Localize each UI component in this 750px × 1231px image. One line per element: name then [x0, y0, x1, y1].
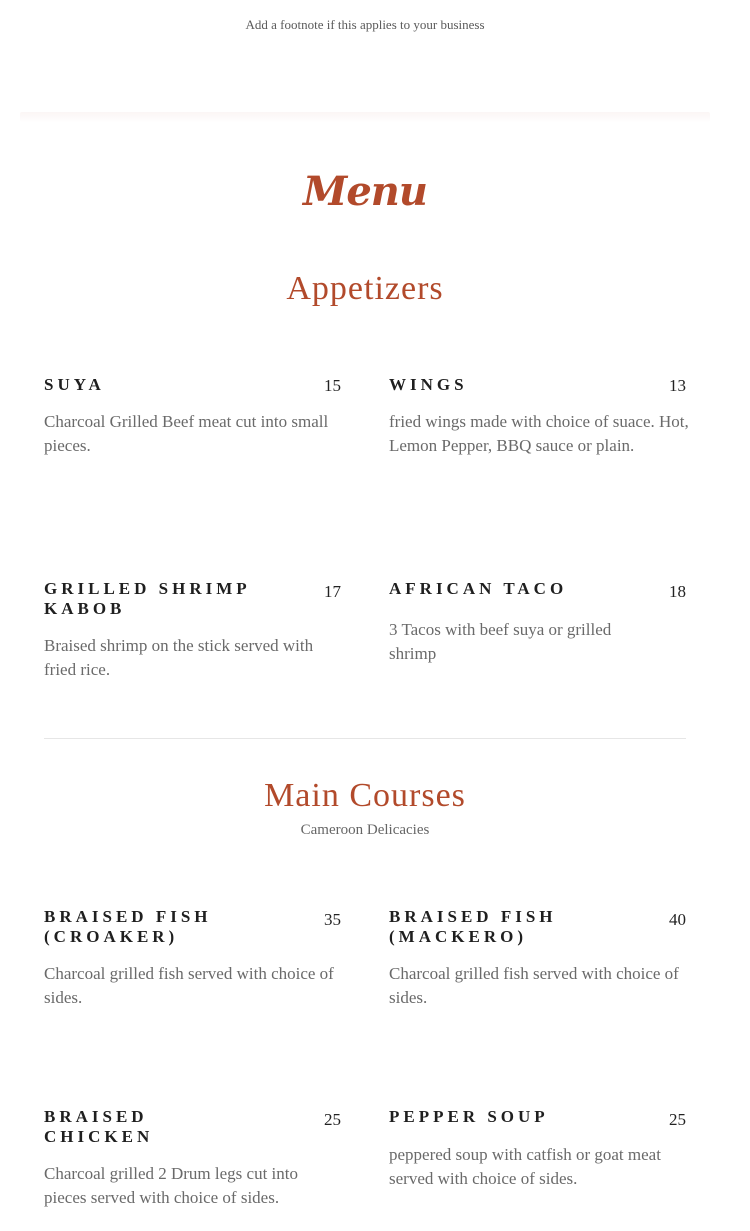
item-name: SUYA [44, 375, 105, 394]
menu-item-grilled-shrimp-kabob [44, 579, 344, 682]
item-price: 25 [669, 1110, 686, 1129]
item-description: Charcoal Grilled Beef meat cut into small pieces. [44, 412, 329, 455]
main-courses-subtitle: Cameroon Delicacies [300, 822, 430, 838]
item-description: Charcoal grilled fish served with choice of sides. [389, 964, 679, 1007]
menu-title: Menu [303, 168, 427, 215]
appetizers-title: Appetizers [286, 270, 444, 307]
section-divider [20, 112, 710, 122]
menu-item-wings [389, 375, 689, 458]
menu-item-pepper-soup [389, 1107, 689, 1191]
item-price: 18 [669, 582, 686, 601]
item-price: 13 [669, 376, 686, 395]
menu-item-braised-fish-mackero [389, 907, 689, 1010]
item-name: BRAISED CHICKEN [44, 1107, 154, 1146]
item-name: BRAISED FISH (CROAKER) [44, 907, 212, 946]
item-price: 25 [324, 1110, 341, 1129]
menu-item-braised-chicken [44, 1107, 344, 1210]
item-description: peppered soup with catfish or goat meat served with choice of sides. [389, 1145, 661, 1188]
item-price: 17 [324, 582, 341, 601]
item-name: AFRICAN TACO [389, 579, 568, 598]
item-description: fried wings made with choice of suace. Hot, Lemon Pepper, BBQ sauce or plain. [389, 412, 689, 455]
item-name: BRAISED FISH (MACKERO) [389, 907, 557, 946]
menu-item-suya [44, 375, 344, 458]
item-name: PEPPER SOUP [389, 1107, 549, 1126]
item-name: WINGS [389, 375, 468, 394]
item-price: 35 [324, 910, 341, 929]
item-description: Charcoal grilled fish served with choice of sides. [44, 964, 334, 1007]
menu-item-braised-fish-croaker [44, 907, 344, 1010]
item-price: 40 [669, 910, 686, 929]
item-price: 15 [324, 376, 341, 395]
main-courses-title: Main Courses [264, 777, 466, 814]
item-description: 3 Tacos with beef suya or grilled shrimp [389, 620, 612, 663]
item-description: Braised shrimp on the stick served with fried rice. [44, 636, 314, 679]
item-name: GRILLED SHRIMP KABOB [44, 579, 250, 618]
footnote: Add a footnote if this applies to your business [245, 17, 485, 32]
item-description: Charcoal grilled 2 Drum legs cut into pieces served with choice of sides. [44, 1164, 298, 1207]
menu-item-african-taco [389, 579, 689, 666]
section-rule [44, 738, 686, 739]
